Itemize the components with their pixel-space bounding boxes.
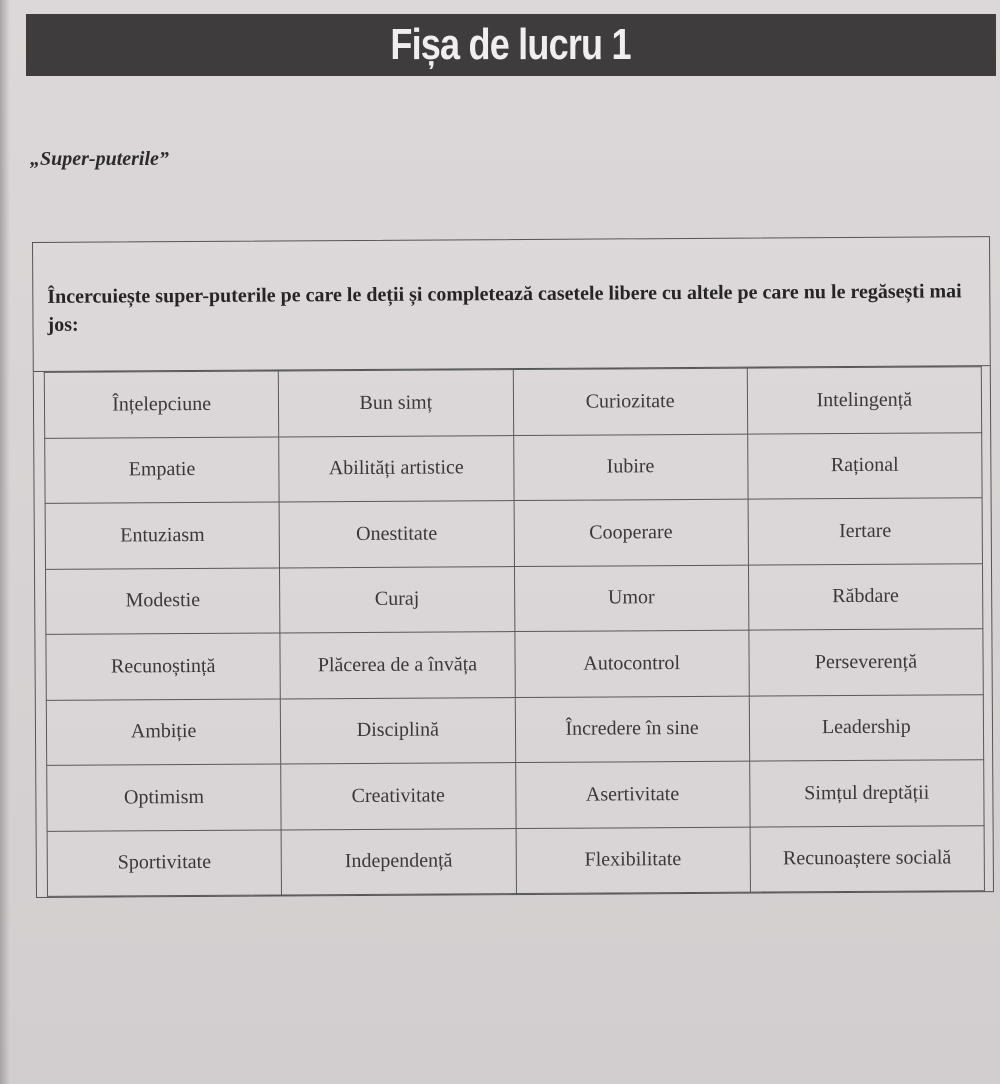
power-cell[interactable]: Optimism xyxy=(47,764,282,831)
power-cell[interactable]: Bun simț xyxy=(279,370,514,437)
power-cell[interactable]: Umor xyxy=(514,565,749,632)
page-title: Fișa de lucru 1 xyxy=(390,20,632,69)
power-cell[interactable]: Cooperare xyxy=(514,499,749,566)
power-cell[interactable]: Disciplină xyxy=(281,697,516,764)
power-cell[interactable]: Răbdare xyxy=(748,563,983,630)
power-cell[interactable]: Entuziasm xyxy=(45,502,280,569)
table-row xyxy=(47,760,984,831)
power-cell[interactable]: Creativitate xyxy=(281,763,516,830)
power-cell[interactable]: Leadership xyxy=(749,694,984,761)
power-cell[interactable]: Recunoștință xyxy=(46,633,281,700)
power-cell[interactable]: Flexibilitate xyxy=(516,827,751,894)
title-bar xyxy=(26,14,996,76)
table-row xyxy=(45,498,982,569)
power-cell[interactable]: Empatie xyxy=(45,436,280,503)
power-cell[interactable]: Recunoaștere socială xyxy=(750,825,985,892)
instruction-text: Încercuiește super-puterile pe care le deții și completează casetele libere cu altele pe care nu le regăsești mai jos: xyxy=(33,237,990,372)
worksheet-subtitle: „Super-puterile” xyxy=(30,148,169,170)
table-row xyxy=(47,825,984,896)
table-row xyxy=(45,432,982,503)
power-cell[interactable]: Intelingență xyxy=(747,367,982,434)
power-cell[interactable]: Iubire xyxy=(513,434,748,501)
super-powers-table xyxy=(44,366,985,897)
worksheet-box xyxy=(32,236,994,898)
power-cell[interactable]: Ambiție xyxy=(46,698,281,765)
power-cell[interactable]: Sportivitate xyxy=(47,829,282,896)
power-cell[interactable]: Onestitate xyxy=(279,501,514,568)
power-cell[interactable]: Perseverență xyxy=(749,629,984,696)
power-cell[interactable]: Asertivitate xyxy=(515,761,750,828)
power-cell[interactable]: Plăcerea de a învăța xyxy=(280,632,515,699)
table-row xyxy=(46,694,983,765)
table-wrapper xyxy=(44,366,985,897)
power-cell[interactable]: Independență xyxy=(281,828,516,895)
table-row xyxy=(44,367,981,438)
power-cell[interactable]: Încredere în sine xyxy=(515,696,750,763)
power-cell[interactable]: Curaj xyxy=(280,566,515,633)
power-cell[interactable]: Rațional xyxy=(747,432,982,499)
power-cell[interactable]: Autocontrol xyxy=(514,630,749,697)
table-row xyxy=(46,629,983,700)
power-cell[interactable]: Iertare xyxy=(748,498,983,565)
power-cell[interactable]: Simțul dreptății xyxy=(749,760,984,827)
power-cell[interactable]: Abilități artistice xyxy=(279,435,514,502)
table-row xyxy=(45,563,982,634)
power-cell[interactable]: Modestie xyxy=(45,567,280,634)
power-cell[interactable]: Curiozitate xyxy=(513,368,748,435)
power-cell[interactable]: Înțelepciune xyxy=(44,371,279,438)
page-edge-shadow xyxy=(0,0,10,1084)
